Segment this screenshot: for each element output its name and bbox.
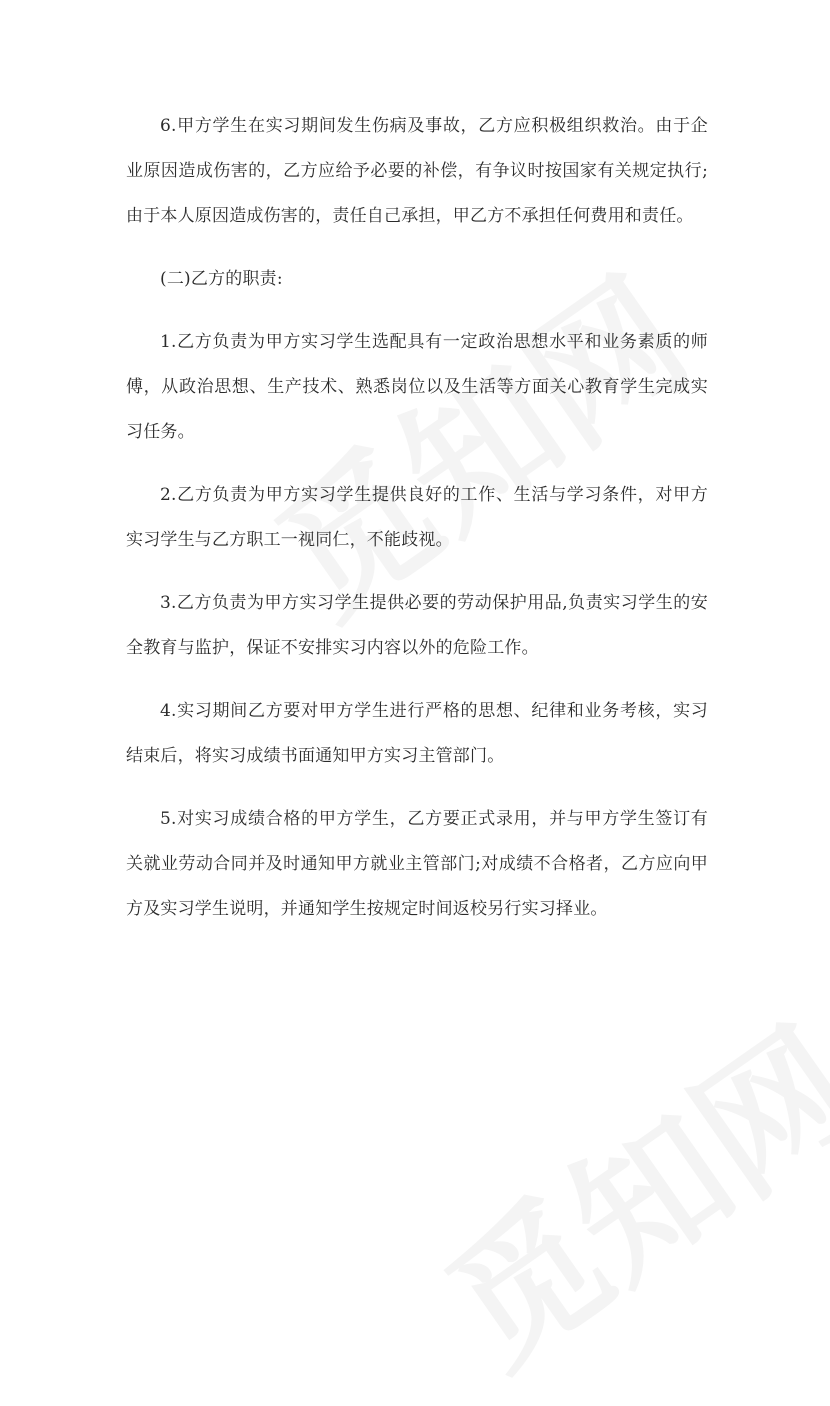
paragraph-item-5: 5.对实习成绩合格的甲方学生，乙方要正式录用，并与甲方学生签订有关就业劳动合同并及时通知甲方就业主管部门;对成绩不合格者，乙方应向甲方及实习学生说明，并通知学生按规定时间返校另行实习择业。 bbox=[126, 809, 708, 919]
document-body bbox=[126, 104, 708, 950]
paragraph-item-1: 1.乙方负责为甲方实习学生选配具有一定政治思想水平和业务素质的师傅，从政治思想、生产技术、熟悉岗位以及生活等方面关心教育学生完成实习任务。 bbox=[126, 332, 708, 442]
paragraph-item-3: 3.乙方负责为甲方实习学生提供必要的劳动保护用品,负责实习学生的安全教育与监护，保证不安排实习内容以外的危险工作。 bbox=[126, 593, 708, 658]
section-heading-party-b-duties: (二)乙方的职责: bbox=[160, 269, 283, 289]
paragraph-item-2: 2.乙方负责为甲方实习学生提供良好的工作、生活与学习条件，对甲方实习学生与乙方职工一视同仁，不能歧视。 bbox=[126, 485, 708, 550]
watermark-logo bbox=[399, 970, 830, 1405]
paragraph-item-4: 4.实习期间乙方要对甲方学生进行严格的思想、纪律和业务考核，实习结束后，将实习成绩书面通知甲方实习主管部门。 bbox=[126, 701, 708, 766]
paragraph-item-6: 6.甲方学生在实习期间发生伤病及事故，乙方应积极组织救治。由于企业原因造成伤害的，乙方应给予必要的补偿，有争议时按国家有关规定执行;由于本人原因造成伤害的，责任自己承担，甲乙方不承担任何费用和责任。 bbox=[126, 116, 708, 226]
